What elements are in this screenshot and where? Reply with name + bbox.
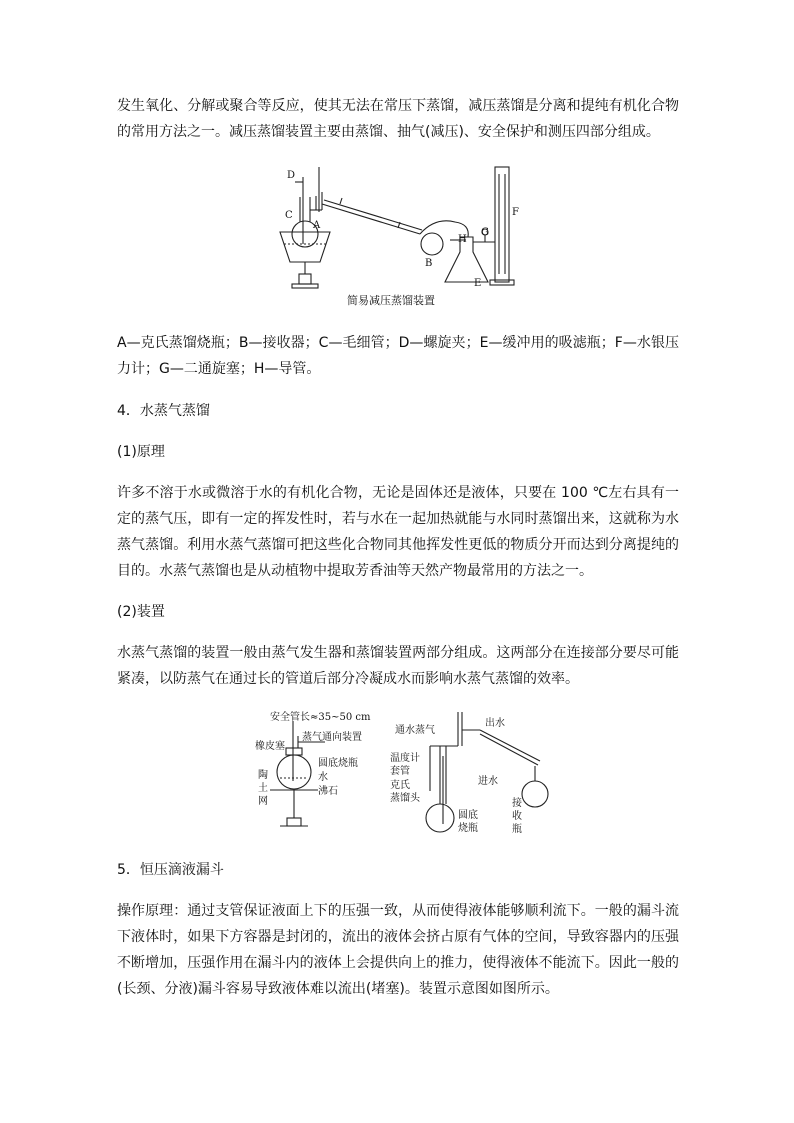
flask-label: 圆底烧瓶 [318,758,358,769]
steam-to-label: 蒸气通向装置 [302,732,362,743]
vacuum-distillation-diagram [270,162,530,297]
thermo-sleeve-label-2: 套管 [390,766,410,777]
label-C: C [285,210,293,221]
water-label: 水 [318,772,328,783]
section5-title: 5．恒压滴液漏斗 [117,862,224,878]
thermo-sleeve-label-1: 温度计 [390,753,420,764]
legend-paragraph: A—克氏蒸馏烧瓶；B—接收器；C—毛细管；D—螺旋夹；E—缓冲用的吸滤瓶；F—水银压力计；G—二通旋塞；H—导管。 [117,335,679,377]
rubber-stopper-label: 橡皮塞 [255,741,285,752]
receiver-label-1: 接 [512,798,522,809]
apparatus-text: 水蒸气蒸馏的装置一般由蒸气发生器和蒸馏装置两部分组成。这两部分在连接部分要尽可能紧凑，以防蒸气在通过长的管道后部分冷凝成水而影响水蒸气蒸馏的效率。 [117,645,679,687]
section5-text: 操作原理：通过支管保证液面上下的压强一致，从而使得液体能够顺利流下。一般的漏斗流下液体时，如果下方容器是封闭的，流出的液体会挤占原有气体的空间，导致容器内的压强不断增加，压强作用在漏斗内的液体上会提供向上的推力，使得液体不能流下。因此一般的(长颈、分液)漏斗容易导致液体难以流出(堵塞)。装置示意图如图所示。 [117,903,679,997]
label-E: E [474,278,482,289]
claisen-head-label-2: 蒸馏头 [390,793,420,804]
receiver-label-3: 瓶 [512,824,522,835]
figure1-caption: 简易减压蒸馏装置 [347,294,435,307]
receiver-label-2: 收 [512,811,522,822]
ceramic-net-label-3: 网 [258,796,268,807]
boiling-stone-label: 沸石 [318,786,338,797]
steam-in-label: 通水蒸气 [395,725,435,736]
claisen-head-label-1: 克氏 [390,780,410,791]
label-H: H [458,234,467,245]
label-A: A [313,220,321,231]
label-F: F [512,207,519,218]
safety-tube-label: 安全管长≈35~50 cm [270,712,371,723]
label-D: D [287,170,296,181]
apparatus-title: (2)装置 [117,604,165,620]
principle-title: (1)原理 [117,444,165,460]
intro-paragraph: 发生氧化、分解或聚合等反应，使其无法在常压下蒸馏，减压蒸馏是分离和提纯有机化合物的常用方法之一。减压蒸馏装置主要由蒸馏、抽气(减压)、安全保护和测压四部分组成。 [117,98,679,140]
section4-title: 4．水蒸气蒸馏 [117,403,210,419]
water-out-label: 出水 [485,718,505,729]
principle-text: 许多不溶于水或微溶于水的有机化合物，无论是固体还是液体，只要在 100 ℃左右具有一定的蒸气压，即有一定的挥发性时，若与水在一起加热就能与水同时蒸馏出来，这就称为水蒸气蒸馏。利用水蒸气蒸馏可把这些化合物同其他挥发性更低的物质分开而达到分离提纯的目的。水蒸气蒸馏也是从动植物中提取芳香油等天然产物最常用的方法之一。 [117,485,679,579]
ceramic-net-label-1: 陶 [258,770,268,781]
water-in-label: 进水 [478,776,498,787]
round-flask-label-1: 圆底 [458,810,478,821]
steam-distillation-diagram [240,706,560,841]
label-B: B [425,258,433,269]
label-G: G [481,227,489,238]
round-flask-label-2: 烧瓶 [458,823,478,834]
ceramic-net-label-2: 土 [258,783,268,794]
